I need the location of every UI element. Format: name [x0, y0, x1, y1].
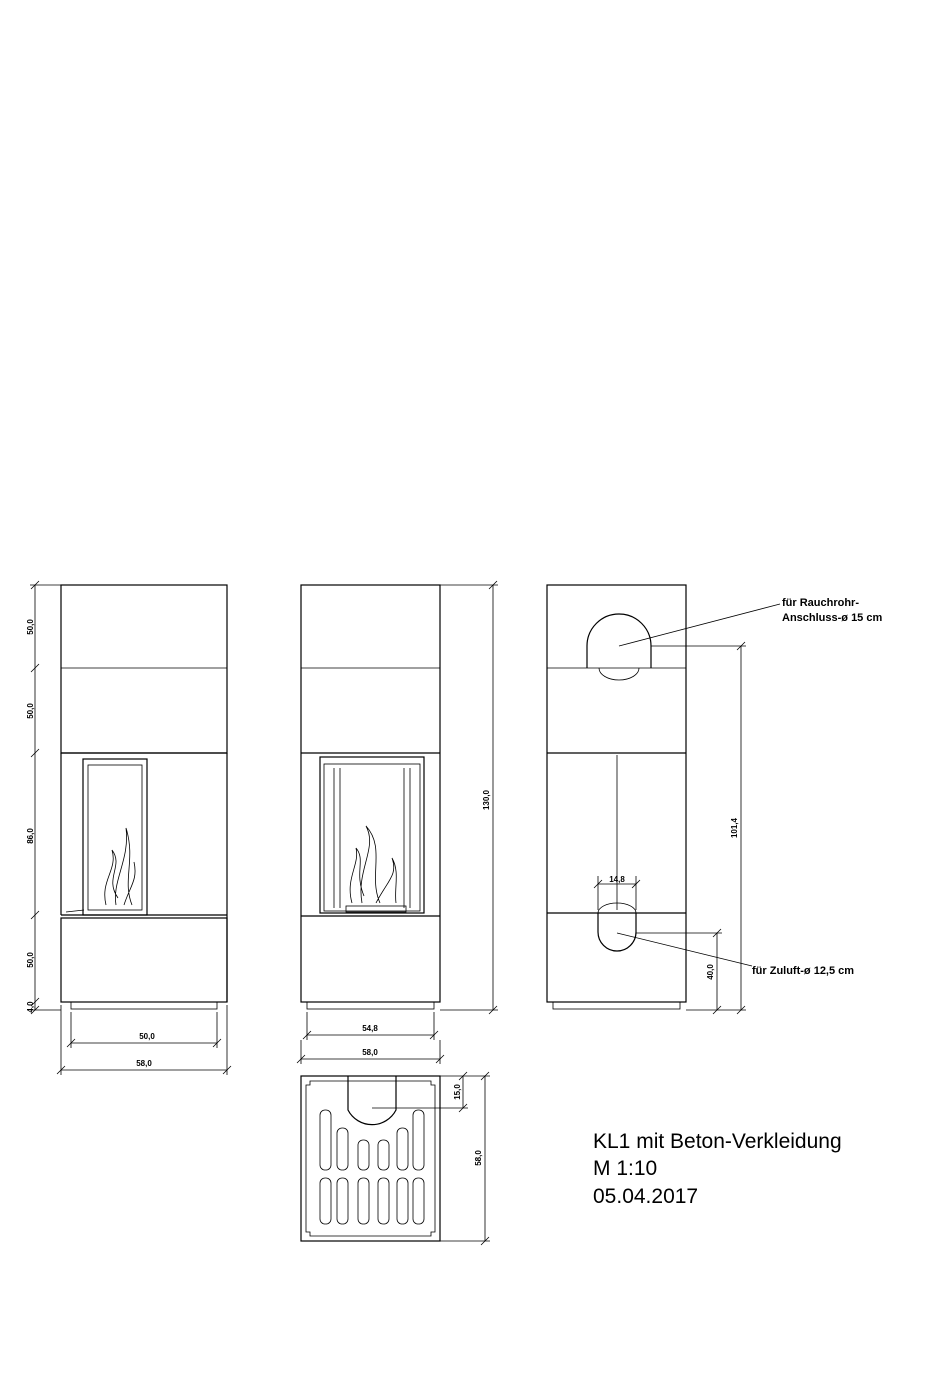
top-flue-cutout — [348, 1076, 396, 1125]
top-grate-slots — [320, 1110, 424, 1224]
flue-height-dim: 101,4 — [730, 817, 739, 839]
rear-plinth — [553, 1002, 680, 1009]
top-depth-dim: 58,0 — [474, 1150, 483, 1166]
front-dim-2: 50,0 — [26, 703, 35, 719]
top-cutout-dim: 15,0 — [453, 1084, 462, 1100]
front-plinth — [71, 1002, 217, 1009]
front-firebox-door — [83, 759, 147, 915]
side-door-frame — [324, 764, 420, 911]
side-total-height-dim: 130,0 — [482, 789, 491, 811]
top-inner-outline — [306, 1081, 435, 1236]
front-dim-5: 4,0 — [26, 1001, 35, 1013]
intake-leader-line — [617, 933, 752, 966]
front-dim-3: 86,0 — [26, 828, 35, 844]
front-top-block — [61, 585, 227, 753]
front-base-block — [61, 918, 227, 1002]
side-view — [297, 581, 498, 1064]
rear-view — [547, 585, 882, 1014]
flue-opening — [587, 614, 651, 668]
side-body — [301, 585, 440, 1002]
front-flame-graphic — [105, 828, 135, 905]
side-flame-graphic — [350, 826, 396, 903]
drawing-scale: M 1:10 — [593, 1157, 658, 1180]
side-plinth — [307, 1002, 434, 1009]
top-view — [301, 1072, 490, 1245]
front-door-glass — [88, 765, 142, 910]
front-view — [26, 581, 231, 1075]
intake-height-dim: 40,0 — [706, 964, 715, 980]
side-width-dim: 58,0 — [362, 1048, 378, 1057]
title-block — [593, 1130, 842, 1208]
side-base-width-dim: 54,8 — [362, 1024, 378, 1033]
intake-opening — [598, 913, 636, 951]
intake-note: für Zuluft-ø 12,5 cm — [752, 965, 855, 977]
drawing-title: KL1 mit Beton-Verkleidung — [593, 1130, 842, 1153]
flue-note-line2: Anschluss-ø 15 cm — [782, 612, 883, 624]
front-dim-4: 50,0 — [26, 952, 35, 968]
top-outline — [301, 1076, 440, 1241]
front-total-width-dim: 58,0 — [136, 1059, 152, 1068]
front-base-width-dim: 50,0 — [139, 1032, 155, 1041]
drawing-date: 05.04.2017 — [593, 1185, 699, 1208]
rear-body — [547, 585, 686, 1002]
flue-note-line1: für Rauchrohr- — [782, 597, 859, 609]
intake-width-dim: 14,8 — [609, 875, 625, 884]
front-dim-1: 50,0 — [26, 619, 35, 635]
